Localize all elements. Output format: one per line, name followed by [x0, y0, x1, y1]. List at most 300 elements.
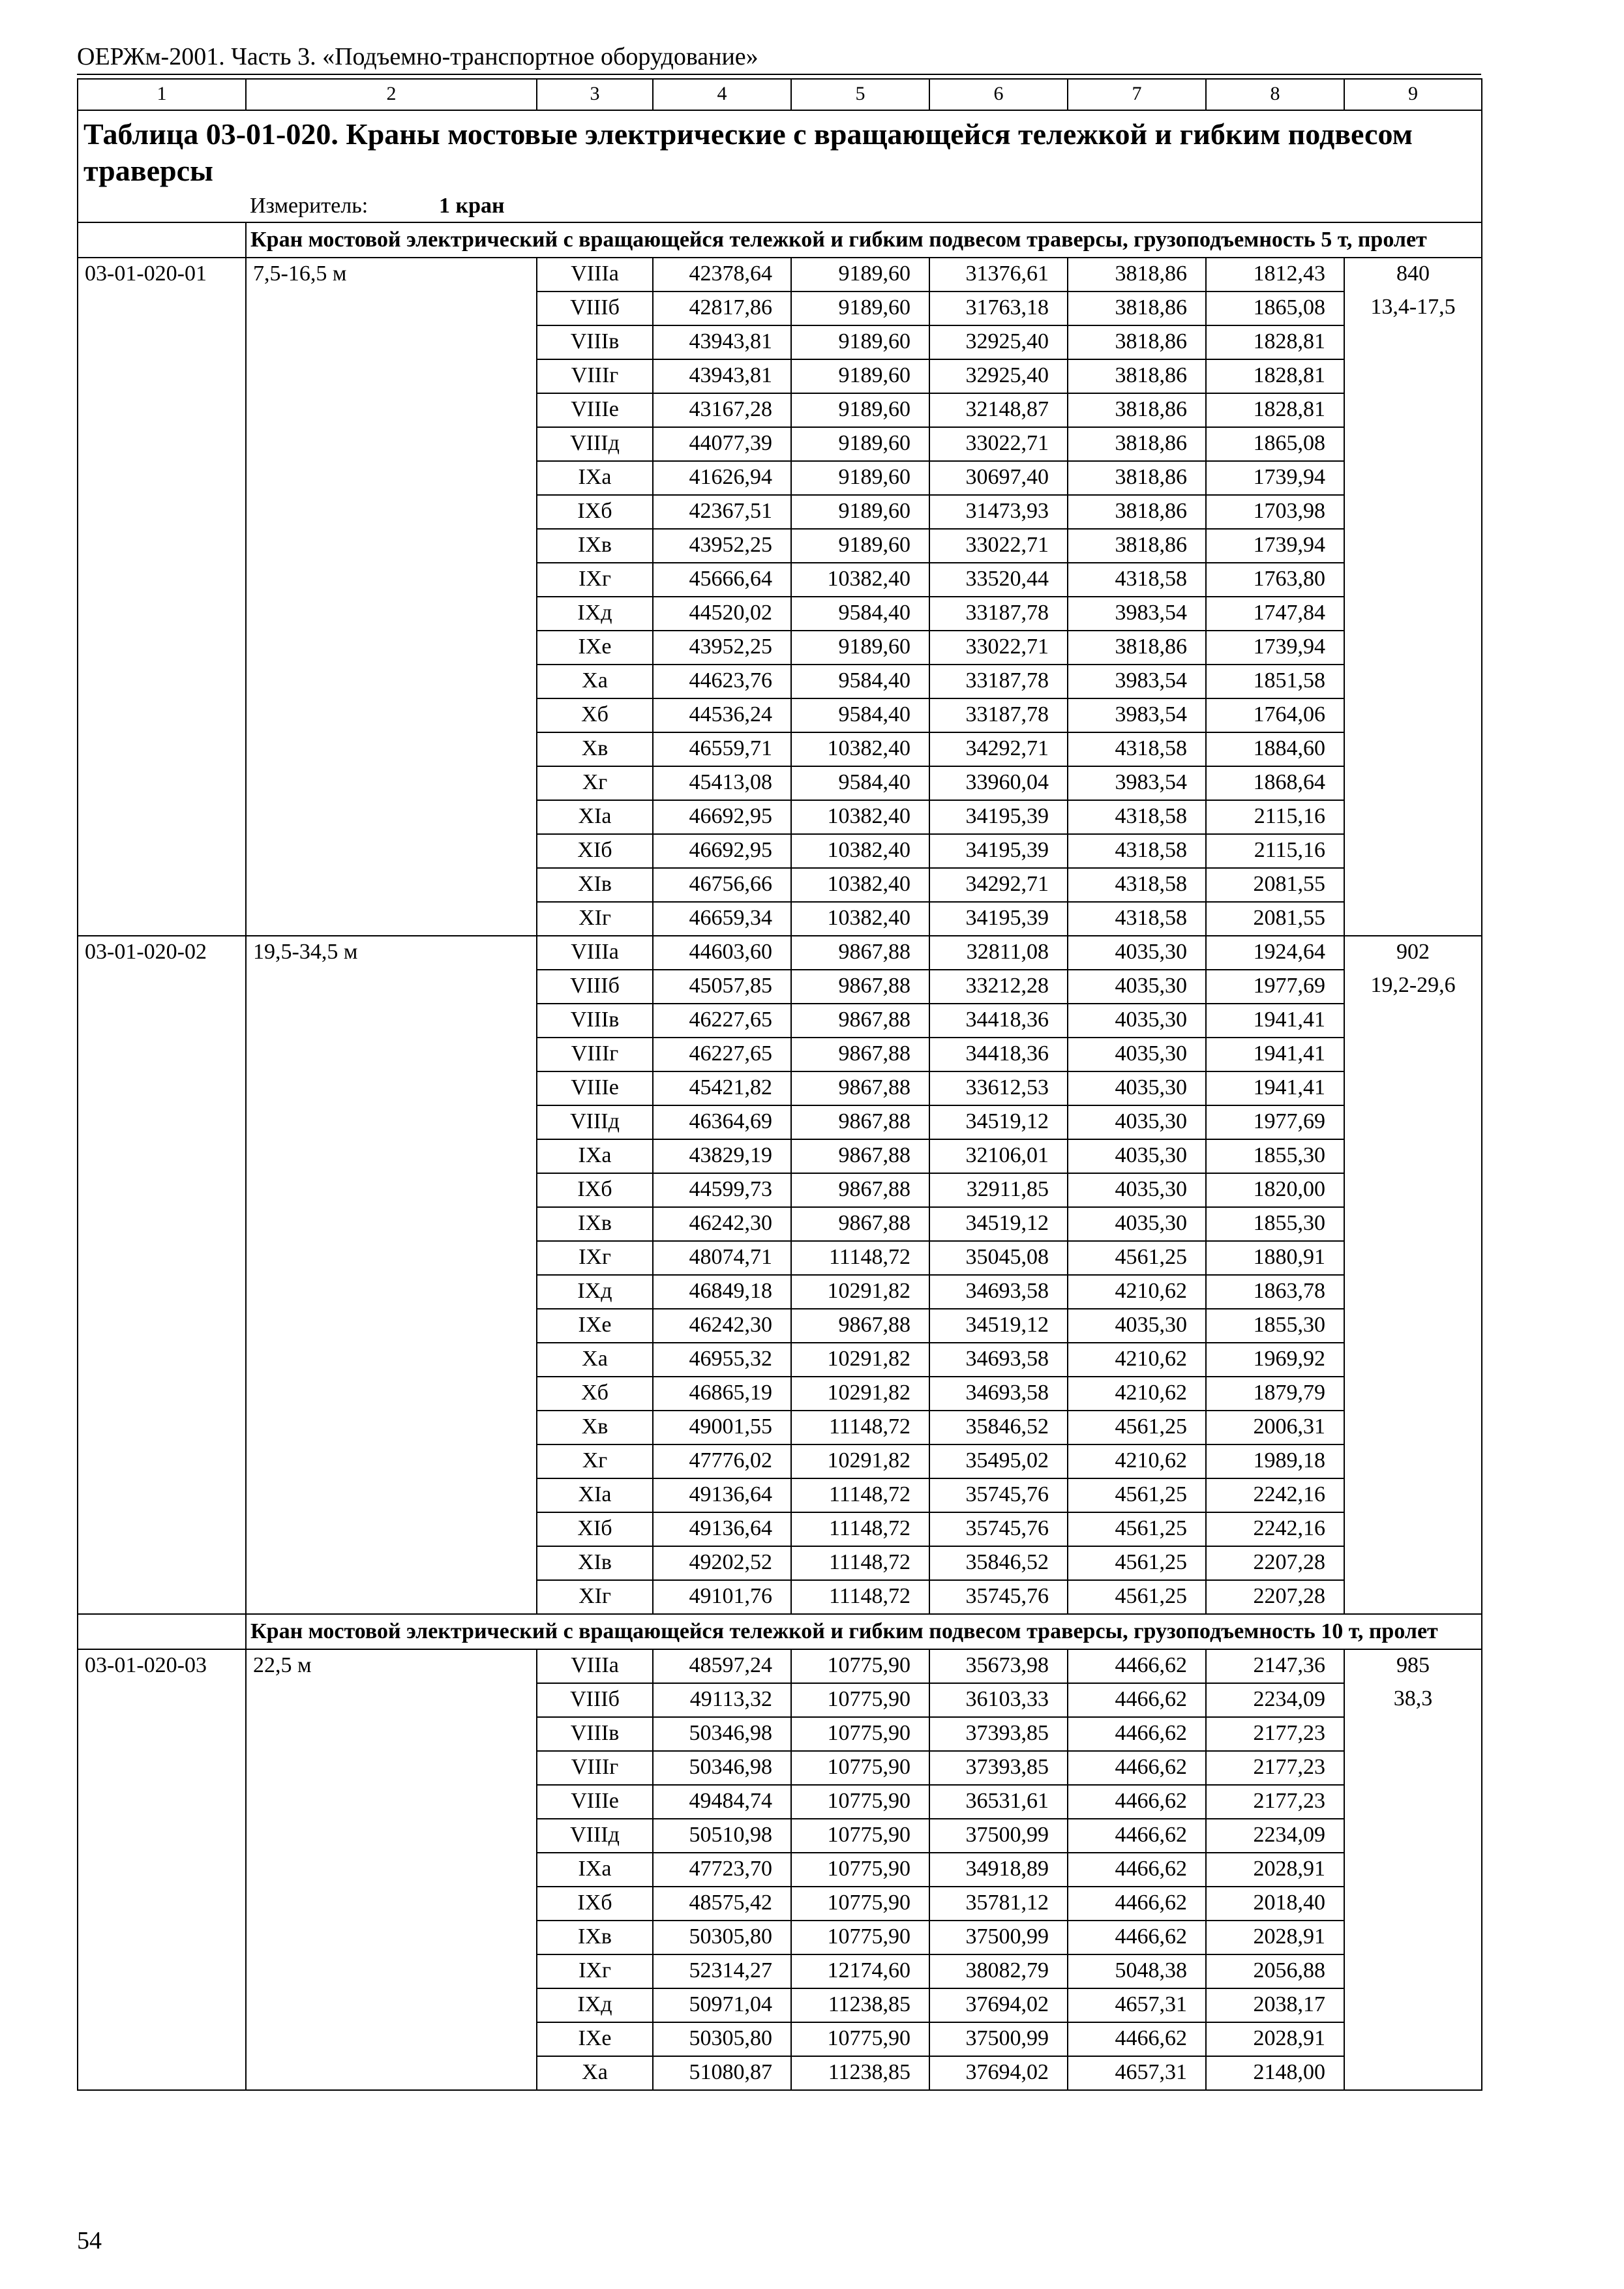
code-cell [78, 834, 246, 868]
value-cell: 42378,64 [653, 258, 791, 292]
value-cell: 9867,88 [791, 936, 929, 970]
code-cell [78, 1921, 246, 1954]
value-cell: 49101,76 [653, 1580, 791, 1614]
value-cell: 3818,86 [1068, 631, 1206, 665]
value-cell: 2081,55 [1206, 902, 1344, 936]
table-row [78, 1004, 1482, 1038]
value-cell: 2234,09 [1206, 1819, 1344, 1853]
value-cell: 35846,52 [929, 1546, 1068, 1580]
value-cell: 9584,40 [791, 698, 929, 732]
param-cell [246, 1921, 537, 1954]
district-cell: VIIIг [537, 359, 653, 393]
table-row [78, 936, 1482, 970]
district-cell: IХа [537, 461, 653, 495]
code-cell [78, 1377, 246, 1411]
value-cell: 9584,40 [791, 766, 929, 800]
col9-cell [1344, 732, 1482, 766]
group-heading-row [78, 222, 1482, 258]
value-cell: 32925,40 [929, 359, 1068, 393]
table-row [78, 1887, 1482, 1921]
page-number: 54 [77, 2227, 102, 2254]
col9-cell [1344, 766, 1482, 800]
value-cell: 9867,88 [791, 970, 929, 1004]
district-cell: ХIг [537, 1580, 653, 1614]
value-cell: 49202,52 [653, 1546, 791, 1580]
value-cell: 4210,62 [1068, 1275, 1206, 1309]
param-cell [246, 834, 537, 868]
value-cell: 46227,65 [653, 1038, 791, 1071]
value-cell: 49001,55 [653, 1411, 791, 1444]
code-cell [78, 292, 246, 325]
col9-cell [1344, 1478, 1482, 1512]
value-cell: 30697,40 [929, 461, 1068, 495]
value-cell: 43952,25 [653, 631, 791, 665]
code-cell [78, 1478, 246, 1512]
district-cell: IХд [537, 597, 653, 631]
value-cell: 44536,24 [653, 698, 791, 732]
col9-cell [1344, 1309, 1482, 1343]
table-row [78, 1921, 1482, 1954]
value-cell: 35781,12 [929, 1887, 1068, 1921]
value-cell: 9189,60 [791, 631, 929, 665]
value-cell: 42367,51 [653, 495, 791, 529]
value-cell: 4657,31 [1068, 1988, 1206, 2022]
group-heading: Кран мостовой электрический с вращающейся тележкой и гибким подвесом траверсы, грузоподъемность 5 т, пролет [246, 222, 1482, 258]
value-cell: 4035,30 [1068, 1207, 1206, 1241]
value-cell: 4035,30 [1068, 1071, 1206, 1105]
value-cell: 35673,98 [929, 1649, 1068, 1683]
col9-cell [1344, 1988, 1482, 2022]
value-cell: 43829,19 [653, 1139, 791, 1173]
code-cell [78, 1751, 246, 1785]
measure-row [78, 192, 1482, 222]
district-cell: IХа [537, 1139, 653, 1173]
district-cell: IХд [537, 1988, 653, 2022]
param-cell [246, 1309, 537, 1343]
district-cell: IХе [537, 2022, 653, 2056]
value-cell: 3818,86 [1068, 393, 1206, 427]
col9-cell [1344, 1512, 1482, 1546]
value-cell: 4210,62 [1068, 1377, 1206, 1411]
code-cell [78, 2056, 246, 2090]
value-cell: 10775,90 [791, 1649, 929, 1683]
value-cell: 4466,62 [1068, 1887, 1206, 1921]
value-cell: 10291,82 [791, 1275, 929, 1309]
value-cell: 2006,31 [1206, 1411, 1344, 1444]
col9-cell [1344, 902, 1482, 936]
col9-cell [1344, 1819, 1482, 1853]
group-heading: Кран мостовой электрический с вращающейся тележкой и гибким подвесом траверсы, грузоподъемность 10 т, пролет [246, 1614, 1482, 1649]
value-cell: 11148,72 [791, 1411, 929, 1444]
code-cell [78, 800, 246, 834]
code-cell [78, 325, 246, 359]
value-cell: 2081,55 [1206, 868, 1344, 902]
value-cell: 2028,91 [1206, 2022, 1344, 2056]
param-cell: 22,5 м [246, 1649, 537, 1683]
value-cell: 10382,40 [791, 800, 929, 834]
district-cell: Ха [537, 665, 653, 698]
value-cell: 34418,36 [929, 1038, 1068, 1071]
value-cell: 46559,71 [653, 732, 791, 766]
value-cell: 1977,69 [1206, 970, 1344, 1004]
value-cell: 33022,71 [929, 529, 1068, 563]
param-cell [246, 665, 537, 698]
district-cell: VIIIв [537, 1004, 653, 1038]
value-cell: 41626,94 [653, 461, 791, 495]
table-row [78, 2022, 1482, 2056]
table-row [78, 1580, 1482, 1614]
col9-cell [1344, 1343, 1482, 1377]
district-cell: Ха [537, 2056, 653, 2090]
value-cell: 37500,99 [929, 2022, 1068, 2056]
value-cell: 4210,62 [1068, 1444, 1206, 1478]
district-cell: IХб [537, 1887, 653, 1921]
column-number: 4 [653, 79, 791, 110]
running-head: ОЕРЖм-2001. Часть 3. «Подъемно-транспортное оборудование» [77, 43, 759, 70]
value-cell: 4561,25 [1068, 1546, 1206, 1580]
table-title-row [78, 110, 1482, 192]
code-cell [78, 1411, 246, 1444]
param-cell [246, 2022, 537, 2056]
col9-cell [1344, 563, 1482, 597]
col9-cell [1344, 1139, 1482, 1173]
value-cell: 9189,60 [791, 258, 929, 292]
col9-cell [1344, 1921, 1482, 1954]
value-cell: 52314,27 [653, 1954, 791, 1988]
value-cell: 4466,62 [1068, 1819, 1206, 1853]
code-cell [78, 427, 246, 461]
value-cell: 10775,90 [791, 1785, 929, 1819]
value-cell: 46659,34 [653, 902, 791, 936]
col9-cell [1344, 698, 1482, 732]
param-cell [246, 970, 537, 1004]
value-cell: 2115,16 [1206, 800, 1344, 834]
param-cell [246, 1853, 537, 1887]
col9-cell [1344, 1751, 1482, 1785]
measure-label: Измеритель: [250, 194, 368, 218]
value-cell: 3818,86 [1068, 529, 1206, 563]
value-cell: 9189,60 [791, 292, 929, 325]
value-cell: 36103,33 [929, 1683, 1068, 1717]
header-rule [77, 74, 1481, 75]
value-cell: 45666,64 [653, 563, 791, 597]
measure-unit: 1 кран [439, 194, 505, 218]
value-cell: 3818,86 [1068, 427, 1206, 461]
param-cell: 7,5-16,5 м [246, 258, 537, 292]
col9-cell [1344, 1038, 1482, 1071]
param-cell [246, 800, 537, 834]
value-cell: 1747,84 [1206, 597, 1344, 631]
value-cell: 4035,30 [1068, 1038, 1206, 1071]
value-cell: 2242,16 [1206, 1478, 1344, 1512]
table-row [78, 698, 1482, 732]
value-cell: 4035,30 [1068, 1139, 1206, 1173]
value-cell: 2207,28 [1206, 1546, 1344, 1580]
value-cell: 3818,86 [1068, 258, 1206, 292]
value-cell: 34195,39 [929, 834, 1068, 868]
code-cell [78, 1309, 246, 1343]
value-cell: 33187,78 [929, 698, 1068, 732]
value-cell: 9867,88 [791, 1071, 929, 1105]
table-row [78, 1071, 1482, 1105]
code-cell [78, 1241, 246, 1275]
value-cell: 10775,90 [791, 1751, 929, 1785]
value-cell: 44603,60 [653, 936, 791, 970]
value-cell: 1977,69 [1206, 1105, 1344, 1139]
code-cell [78, 970, 246, 1004]
value-cell: 5048,38 [1068, 1954, 1206, 1988]
district-cell: ХIв [537, 868, 653, 902]
value-cell: 9189,60 [791, 495, 929, 529]
table-row [78, 1343, 1482, 1377]
param-cell [246, 868, 537, 902]
value-cell: 46227,65 [653, 1004, 791, 1038]
table-row [78, 766, 1482, 800]
value-cell: 1739,94 [1206, 461, 1344, 495]
value-cell: 34918,89 [929, 1853, 1068, 1887]
param-cell [246, 1241, 537, 1275]
code-cell [78, 1343, 246, 1377]
code-cell [78, 1785, 246, 1819]
code-cell [78, 902, 246, 936]
table-row [78, 1173, 1482, 1207]
value-cell: 32148,87 [929, 393, 1068, 427]
param-cell [246, 1546, 537, 1580]
value-cell: 37694,02 [929, 2056, 1068, 2090]
value-cell: 2177,23 [1206, 1785, 1344, 1819]
value-cell: 3818,86 [1068, 325, 1206, 359]
code-cell [78, 698, 246, 732]
value-cell: 44623,76 [653, 665, 791, 698]
value-cell: 48575,42 [653, 1887, 791, 1921]
code-cell [78, 529, 246, 563]
value-cell: 3983,54 [1068, 698, 1206, 732]
district-cell: VIIIе [537, 1071, 653, 1105]
table-row [78, 800, 1482, 834]
district-cell: VIIIе [537, 1785, 653, 1819]
code-cell [78, 1954, 246, 1988]
column-number: 2 [246, 79, 537, 110]
district-cell: VIIIб [537, 1683, 653, 1717]
value-cell: 44077,39 [653, 427, 791, 461]
param-cell [246, 1343, 537, 1377]
value-cell: 2028,91 [1206, 1921, 1344, 1954]
value-cell: 31376,61 [929, 258, 1068, 292]
param-cell [246, 1819, 537, 1853]
value-cell: 4035,30 [1068, 970, 1206, 1004]
value-cell: 4318,58 [1068, 800, 1206, 834]
col9-cell [1344, 393, 1482, 427]
col9-cell [1344, 800, 1482, 834]
value-cell: 9189,60 [791, 359, 929, 393]
value-cell: 4561,25 [1068, 1241, 1206, 1275]
value-cell: 9867,88 [791, 1207, 929, 1241]
district-cell: ХIб [537, 834, 653, 868]
param-cell [246, 597, 537, 631]
value-cell: 10382,40 [791, 563, 929, 597]
value-cell: 9867,88 [791, 1173, 929, 1207]
col9-cell [1344, 597, 1482, 631]
value-cell: 34519,12 [929, 1207, 1068, 1241]
value-cell: 37393,85 [929, 1751, 1068, 1785]
code-cell [78, 1139, 246, 1173]
value-cell: 9189,60 [791, 325, 929, 359]
value-cell: 1941,41 [1206, 1038, 1344, 1071]
table-row [78, 461, 1482, 495]
column-number: 7 [1068, 79, 1206, 110]
col9-cell [1344, 665, 1482, 698]
value-cell: 34693,58 [929, 1275, 1068, 1309]
value-cell: 1703,98 [1206, 495, 1344, 529]
district-cell: ХIб [537, 1512, 653, 1546]
price-table [77, 78, 1482, 2091]
value-cell: 4035,30 [1068, 1173, 1206, 1207]
code-cell [78, 461, 246, 495]
district-cell: IХа [537, 1853, 653, 1887]
param-cell [246, 529, 537, 563]
district-cell: ХIг [537, 902, 653, 936]
param-cell [246, 325, 537, 359]
district-cell: IХб [537, 495, 653, 529]
value-cell: 1739,94 [1206, 631, 1344, 665]
code-cell [78, 597, 246, 631]
table-row [78, 1105, 1482, 1139]
col9-cell [1344, 1444, 1482, 1478]
code-cell [78, 359, 246, 393]
district-cell: VIIIб [537, 292, 653, 325]
col9-cell: 840 [1344, 258, 1482, 292]
value-cell: 10775,90 [791, 1853, 929, 1887]
value-cell: 34519,12 [929, 1309, 1068, 1343]
district-cell: VIIIг [537, 1038, 653, 1071]
code-cell [78, 1275, 246, 1309]
district-cell: IХв [537, 529, 653, 563]
table-row [78, 631, 1482, 665]
value-cell: 9189,60 [791, 529, 929, 563]
value-cell: 32911,85 [929, 1173, 1068, 1207]
value-cell: 9584,40 [791, 665, 929, 698]
value-cell: 10291,82 [791, 1444, 929, 1478]
col9-cell [1344, 1105, 1482, 1139]
district-cell: Ха [537, 1343, 653, 1377]
code-cell [78, 1546, 246, 1580]
value-cell: 12174,60 [791, 1954, 929, 1988]
value-cell: 1969,92 [1206, 1343, 1344, 1377]
district-cell: VIIIв [537, 325, 653, 359]
value-cell: 4657,31 [1068, 2056, 1206, 2090]
value-cell: 46242,30 [653, 1207, 791, 1241]
table-row [78, 1751, 1482, 1785]
value-cell: 46242,30 [653, 1309, 791, 1343]
value-cell: 4466,62 [1068, 1853, 1206, 1887]
value-cell: 32811,08 [929, 936, 1068, 970]
district-cell: IХв [537, 1207, 653, 1241]
param-cell [246, 1377, 537, 1411]
table-row [78, 1139, 1482, 1173]
code-cell [78, 1038, 246, 1071]
value-cell: 31473,93 [929, 495, 1068, 529]
value-cell: 9867,88 [791, 1105, 929, 1139]
value-cell: 2177,23 [1206, 1751, 1344, 1785]
param-cell [246, 359, 537, 393]
value-cell: 9189,60 [791, 393, 929, 427]
value-cell: 2242,16 [1206, 1512, 1344, 1546]
value-cell: 1855,30 [1206, 1207, 1344, 1241]
value-cell: 10775,90 [791, 2022, 929, 2056]
value-cell: 33612,53 [929, 1071, 1068, 1105]
value-cell: 49113,32 [653, 1683, 791, 1717]
measure-spacer [78, 192, 246, 222]
value-cell: 33022,71 [929, 427, 1068, 461]
col9-cell: 902 [1344, 936, 1482, 970]
value-cell: 4466,62 [1068, 1921, 1206, 1954]
district-cell: VIIIе [537, 393, 653, 427]
value-cell: 2207,28 [1206, 1580, 1344, 1614]
col9-cell [1344, 1887, 1482, 1921]
value-cell: 33187,78 [929, 665, 1068, 698]
column-number: 9 [1344, 79, 1482, 110]
value-cell: 49136,64 [653, 1512, 791, 1546]
value-cell: 42817,86 [653, 292, 791, 325]
table-row [78, 868, 1482, 902]
param-cell [246, 1751, 537, 1785]
table-row [78, 665, 1482, 698]
value-cell: 3818,86 [1068, 292, 1206, 325]
value-cell: 50305,80 [653, 1921, 791, 1954]
param-cell [246, 1683, 537, 1717]
measure-cell [246, 192, 1482, 222]
district-cell: VIIIд [537, 1105, 653, 1139]
param-cell [246, 461, 537, 495]
col9-cell [1344, 1954, 1482, 1988]
col9-cell: 19,2-29,6 [1344, 970, 1482, 1004]
value-cell: 11148,72 [791, 1580, 929, 1614]
table-row [78, 597, 1482, 631]
value-cell: 32925,40 [929, 325, 1068, 359]
value-cell: 50510,98 [653, 1819, 791, 1853]
value-cell: 1863,78 [1206, 1275, 1344, 1309]
table-row [78, 427, 1482, 461]
param-cell [246, 427, 537, 461]
value-cell: 4466,62 [1068, 1649, 1206, 1683]
col9-cell [1344, 1411, 1482, 1444]
col9-cell [1344, 1071, 1482, 1105]
code-cell [78, 766, 246, 800]
code-cell [78, 1819, 246, 1853]
param-cell [246, 1954, 537, 1988]
table-row [78, 1377, 1482, 1411]
value-cell: 10775,90 [791, 1717, 929, 1751]
code-cell [78, 393, 246, 427]
col9-cell [1344, 2056, 1482, 2090]
district-cell: IХг [537, 1241, 653, 1275]
table-row [78, 1038, 1482, 1071]
param-cell [246, 1444, 537, 1478]
param-cell [246, 732, 537, 766]
param-cell [246, 1173, 537, 1207]
param-cell [246, 292, 537, 325]
table-row [78, 1411, 1482, 1444]
group-heading-row [78, 1614, 1482, 1649]
value-cell: 1941,41 [1206, 1004, 1344, 1038]
table-row [78, 1853, 1482, 1887]
value-cell: 33960,04 [929, 766, 1068, 800]
value-cell: 1828,81 [1206, 325, 1344, 359]
value-cell: 2115,16 [1206, 834, 1344, 868]
col9-cell [1344, 1853, 1482, 1887]
district-cell: VIIIд [537, 427, 653, 461]
value-cell: 11148,72 [791, 1241, 929, 1275]
